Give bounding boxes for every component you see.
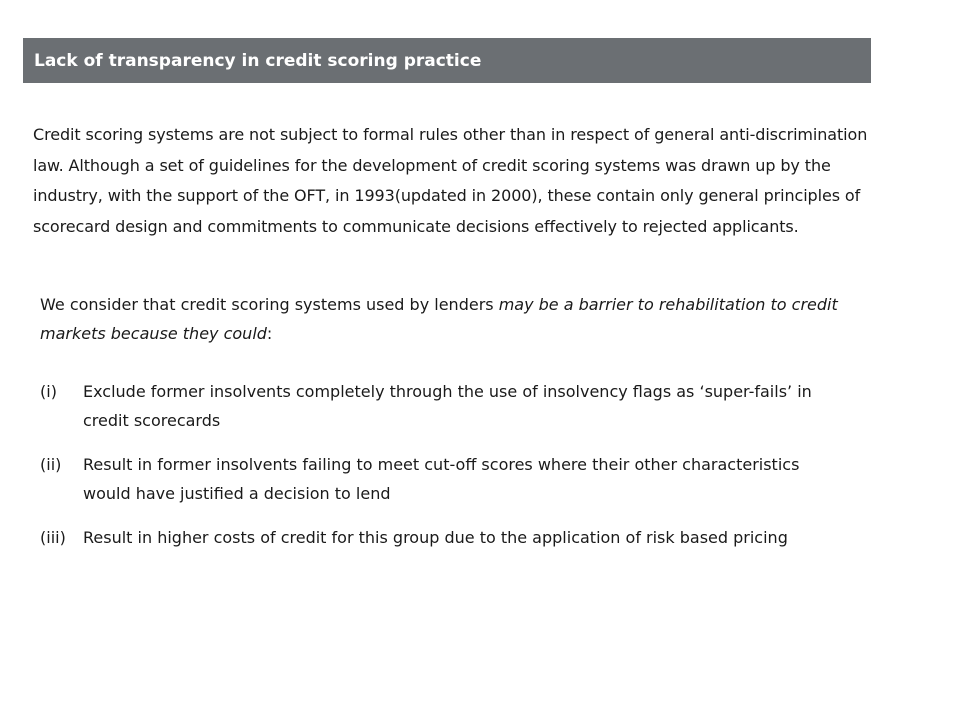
slide-title-bar [23, 38, 871, 83]
list-marker: (iii) [40, 528, 66, 547]
slide-title: Lack of transparency in credit scoring practice [34, 50, 482, 71]
intro-paragraph: Credit scoring systems are not subject to formal rules other than in respect of general anti-discrimination law. Although a set of guidelines for the development of credit scoring systems was drawn up by the industry, with the support of the OFT, in 1993(updated in 2000), these contain only general principles of scorecard design and commitments to communicate decisions effectively to rejected applicants. [33, 125, 868, 236]
list-marker: (i) [40, 382, 57, 401]
list-marker: (ii) [40, 455, 62, 474]
reasons-list [40, 377, 860, 552]
list-item [40, 450, 860, 508]
lead-paragraph [40, 290, 860, 348]
list-item [40, 377, 860, 435]
list-item-text: Result in former insolvents failing to meet cut-off scores where their other characteristics would have justified a decision to lend [83, 455, 800, 503]
list-item-text: Exclude former insolvents completely through the use of insolvency flags as ‘super-fails’ in credit scorecards [83, 382, 812, 430]
lead-emphasis: may be a barrier to rehabilitation to credit markets because they could [40, 295, 838, 343]
list-item [40, 523, 860, 552]
lead-prefix: We consider that credit scoring systems used by lenders [40, 295, 499, 314]
list-item-text: Result in higher costs of credit for this group due to the application of risk based pricing [83, 528, 788, 547]
lead-suffix: : [266, 324, 273, 343]
